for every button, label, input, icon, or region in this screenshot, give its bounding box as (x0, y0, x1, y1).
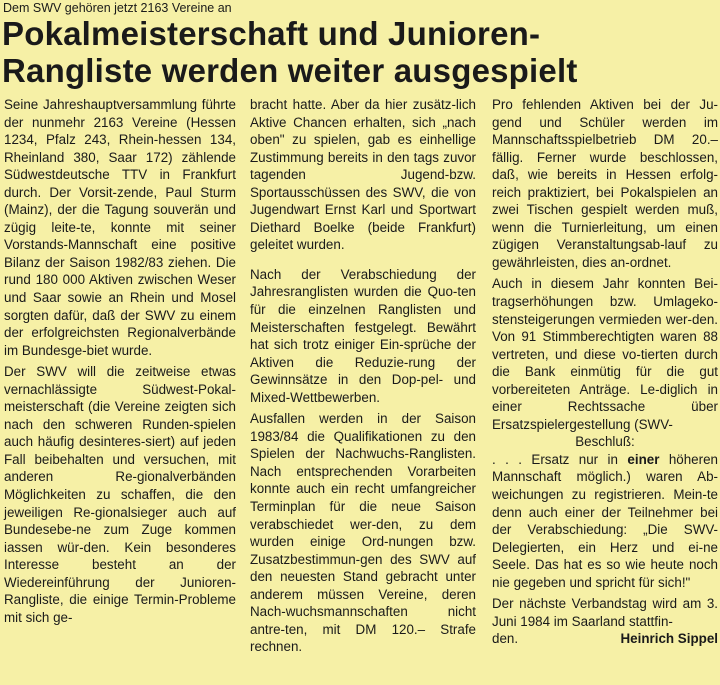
paragraph: Ausfallen werden in der Saison 1983/84 die Qualifikationen zu den Spielen der Nachwuchs-Ranglisten. Nach entsprechenden Vorarbeiten konnte auch ein recht umfangreicher Terminplan für die neue Saison verabschiedet wer-den, zu dem wurden einige Ord-nungen bzw. Zusatzbestimmun-gen des SWV auf den neuesten Stand gebracht unter anderem müssen Vereine, deren Nach-wuchsmannschaften nicht antre-ten, mit DM 120.– Strafe rechnen. (250, 411, 476, 655)
paragraph: Nach der Verabschiedung der Jahresranglisten wurden die Quo-ten für die einzelnen Ranglisten und Meisterschaften festgelegt. Bewährt hat sich trotz einiger Ein-sprüche der Aktiven die Reduzie-rung der Gewinnsätze in den Dop-pel- und Mixed-Wettbewerben. (250, 266, 476, 405)
column-1 (4, 96, 236, 626)
quote-text: höheren Mannschaft möglich.) waren Ab-weichungen zu registrieren. Mein-te denn auch einer der Teilnehmer bei der Verabschiedung: „Die SWV-Delegierten, ein Herz und ei-ne Seele. Das hat es so wie heute noch nie gegeben und spricht für sich!" (492, 451, 718, 590)
paragraph: Auch in diesem Jahr konnten Bei-tragserhöhungen bzw. Umlageko-stensteigerungen vermieden wer-den. Von 91 Stimmberechtigten waren 88 vertreten, und diese vo-tierten durch die Bank einmütig für die gut vorbereiteten Anträge. Le-diglich in einer Rechtssache über Ersatzspielergestellung (SWV- (492, 276, 718, 432)
paragraph: Seine Jahreshauptversammlung führte der nunmehr 2163 Vereine (Hessen 1234, Pfalz 243, Rhein-hessen 134, Rheinland 380, Saar 172) zählende Südwestdeutsche TTV in Frankfurt durch. Der Vorsit-zende, Paul Sturm (Mainz), der die Tagung souverän und zügig leite-te, konnte mit seiner Vorstands-Mannschaft eine positive Bilanz der Saison 1982/83 ziehen. Die rund 180 000 Aktiven zwischen Weser und Saar sowie an Rhein und Mosel sorgten dafür, daß der SWV zu einem der erfolgreichsten Regionalverbände im Bundesge-biet wurde. (4, 97, 236, 358)
paragraph: Pro fehlenden Aktiven bei der Ju-gend und Schüler werden im Mannschaftsspielbetrieb DM 20.– fällig. Ferner wurde beschlossen, daß, wie bereits in Hessen erfolg-reich praktiziert, bei Pokalspielen an zwei Tischen gespielt werden muß, wenn die Turnierleitung, um einen zügigen Veranstaltungsab-lauf zu gewährleisten, dies an-ordnet. (492, 97, 718, 270)
paragraph-end: den. (492, 631, 519, 647)
emphasis: einer (627, 451, 660, 467)
headline-line-1: Pokalmeisterschaft und Junioren- (2, 15, 541, 52)
column-2 (250, 96, 476, 656)
column-3 (492, 96, 718, 648)
resolution-label: Beschluß: (575, 434, 635, 450)
paragraph: bracht hatte. Aber da hier zusätz-lich Aktive Chancen erhalten, sich „nach oben" zu spielen, gab es einhellige Zustimmung bereits in den tags zuvor tagenden Jugend-bzw. Sportausschüssen des SWV, die von Jugendwart Ernst Karl und Sportwart Diethard Boelke (beide Frankfurt) geleitet wurden. (250, 97, 476, 253)
headline-line-2: Rangliste werden weiter ausgespielt (2, 52, 578, 89)
kicker: Dem SWV gehören jetzt 2163 Vereine an (3, 1, 232, 15)
paragraph: Der SWV will die zeitweise etwas vernachlässigte Südwest-Pokal-meisterschaft (die Vereine zeigten sich nach den schweren Runden-spielen auch häufig desinteres-siert) auf jeden Fall beibehalten und versuchen, mit anderen Re-gionalverbänden Möglichkeiten zu schaffen, die den jeweiligen Re-gionalsieger auch auf Bundesebe-ne zum Zuge kommen iassen wür-den. Kein besonderes Interesse besteht an der Wiedereinführung der Junioren-Rangliste, die einige Termin-Probleme mit sich ge- (4, 364, 236, 625)
author-signature: Heinrich Sippel (620, 631, 718, 647)
quote-text: . . . Ersatz nur in (492, 451, 628, 467)
paragraph: Der nächste Verbandstag wird am 3. Juni 1984 im Saarland stattfin- (492, 596, 718, 629)
closing-line (492, 630, 718, 648)
quote-paragraph (492, 451, 718, 591)
headline (2, 15, 718, 89)
